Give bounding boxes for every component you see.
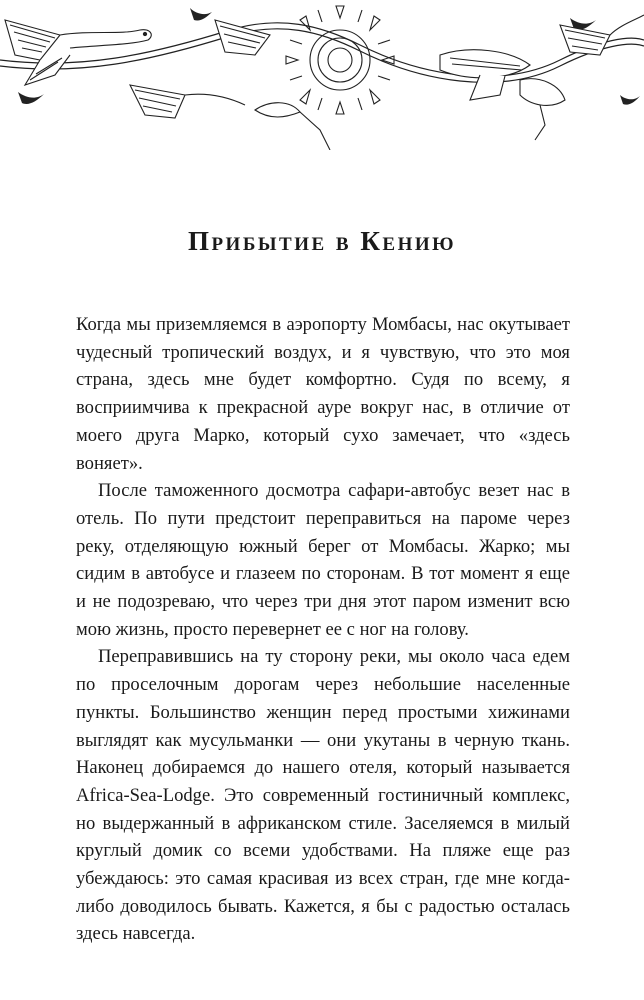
decorative-bird-ornament bbox=[0, 0, 644, 150]
chapter-body bbox=[76, 311, 570, 948]
paragraph: Когда мы приземляемся в аэропорту Момбасы, нас окутывает чудесный тропический воздух, и я чувствую, что это моя страна, здесь мне будет комфортно. Судя по всему, я восприимчива к прекрасной ауре вокруг нас, в отличие от моего друга Марко, который сухо замечает, что «здесь воняет». bbox=[76, 314, 570, 474]
bird-left-icon bbox=[5, 20, 151, 85]
chapter-title: Прибытие в Кению bbox=[187, 226, 457, 256]
paragraph: Переправившись на ту сторону реки, мы около часа едем по проселочным дорогам через небольшие населенные пункты. Большинство женщин перед простыми хижинами выглядят как мусульманки — они укутаны в черную ткань. Наконец добираемся до нашего отеля, который называется Africa-Sea-Lodge. Это современный гостиничный комплекс, но выдержанный в африканском стиле. Заселяемся в милый круглый домик со всеми удобствами. На пляже еще раз убеждаюсь: это самая красивая из всех стран, где мне когда-либо доводилось бывать. Кажется, я бы с радостью осталась здесь навсегда. bbox=[76, 646, 570, 945]
bird-middle-icon bbox=[130, 20, 330, 150]
bird-right-icon bbox=[440, 15, 644, 140]
sun-icon bbox=[286, 6, 394, 114]
paragraph: После таможенного досмотра сафари-автобус везет нас в отель. По пути предстоит переправиться на пароме через реку, отделяющую южный берег от Момбасы. Жарко; мы сидим в автобусе и глазеем по сторонам. В тот момент я еще и не подозреваю, что через три дня этот паром изменит всю мою жизнь, просто перевернет ее с ног на голову. bbox=[76, 480, 570, 640]
